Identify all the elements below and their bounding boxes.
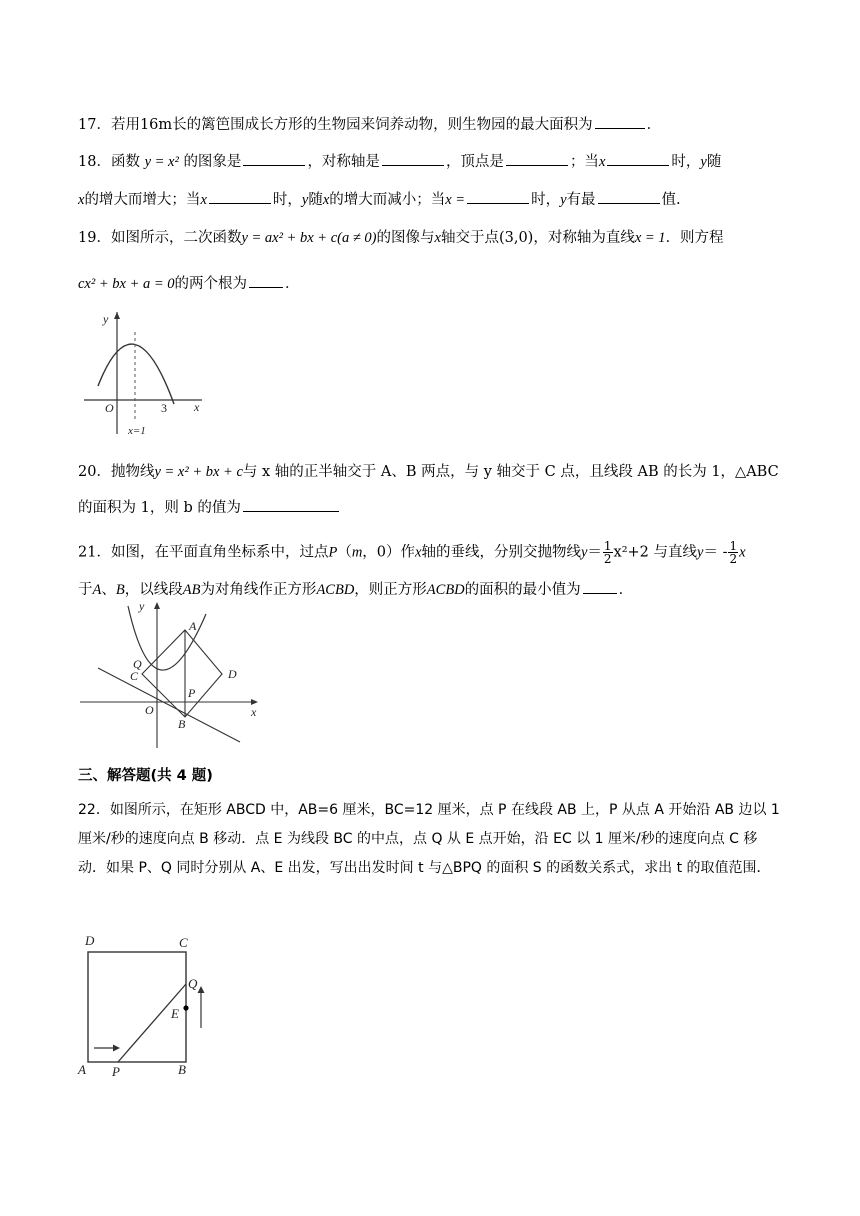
question-17: 17．若用16m长的篱笆围成长方形的生物园来饲养动物，则生物园的最大面积为 ． — [78, 113, 661, 135]
point-d-label: D — [85, 933, 95, 948]
question-18-line-1: 18．函数 y = x² 的图象是 ，对称轴是 ，顶点是 ；当x 时，y随 — [78, 150, 721, 172]
q22-rectangle-figure — [74, 928, 224, 1078]
x-label: x — [251, 705, 257, 719]
point-a-label: A — [189, 619, 197, 633]
segment-pq — [118, 984, 186, 1062]
point-p-label: P — [112, 1064, 120, 1078]
point-d-label: D — [228, 667, 237, 681]
point-q-label: Q — [133, 657, 142, 671]
question-18-line-2: x的增大而增大；当x 时，y随x的增大而减小；当x = 时，y有最 值. — [78, 188, 681, 210]
question-19-line-1: 19．如图所示，二次函数y = ax² + bx + c(a ≠ 0)的图像与x轴交于点(3,0)，对称轴为直线x = 1．则方程 — [78, 230, 724, 246]
arrow-up-head-icon — [198, 986, 205, 993]
point-b-label: B — [178, 1062, 186, 1077]
question-22: 22．如图所示，在矩形 ABCD 中，AB=6 厘米，BC=12 厘米，点 P 在线段 AB 上，P 从点 A 开始沿 AB 边以 1 厘米/秒的速度向点 B 移动．点 E 为线段 BC 的中点，点 Q 从 E 点开始，沿 EC 以 1 厘米/秒的速度向点 C 移动．如果 P、Q 同时分别从 A、E 出发，写出出发时间 t 与△BPQ 的面积 S 的函数关系式，求出 t 的取值范围． — [78, 802, 780, 876]
point-b-label: B — [178, 717, 186, 731]
point-a-label: A — [78, 1062, 86, 1077]
question-19-line-2: cx² + bx + a = 0的两个根为 ． — [78, 272, 300, 294]
point-e-dot — [183, 1005, 188, 1010]
y-label: y — [139, 600, 145, 613]
question-20-line-1: 20．抛物线y = x² + bx + c与 x 轴的正半轴交于 A、B 两点，与 y 轴交于 C 点，且线段 AB 的长为 1，△ABC — [78, 464, 779, 480]
point-c-label: C — [130, 669, 139, 683]
parabola-curve — [98, 344, 174, 404]
answer-blank — [595, 113, 645, 129]
point-p-label: P — [188, 686, 196, 700]
line-y-neg-half-x — [98, 668, 240, 742]
origin-label: O — [105, 401, 114, 415]
square-acbd — [142, 630, 222, 717]
q21-square-figure — [78, 600, 268, 750]
x1-label: x=1 — [128, 425, 146, 437]
y-axis-arrow-icon — [114, 312, 120, 319]
section-3-heading: 三、解答题(共 4 题) — [78, 768, 213, 784]
y-axis-arrow-icon — [154, 602, 160, 609]
point-e-label: E — [171, 1006, 179, 1021]
question-21-line-2: 于A、B，以线段AB为对角线作正方形ACBD，则正方形ACBD的面积的最小值为 ． — [78, 578, 633, 600]
question-21-line-1: 21．如图，在平面直角坐标系中，过点P（m，0）作x轴的垂线，分别交抛物线y＝ $\frac{1}{2}$ x²+2 与直线y＝ - $\frac{1}{2}$ x — [78, 539, 746, 566]
x-label: x — [194, 400, 200, 414]
question-20-line-2: 的面积为 1，则 b 的值为 — [78, 496, 341, 518]
arrow-right-head-icon — [113, 1045, 120, 1052]
y-label: y — [103, 312, 109, 326]
point-q-label: Q — [188, 976, 198, 991]
point-c-label: C — [179, 935, 188, 950]
three-label: 3 — [161, 401, 167, 415]
origin-label: O — [145, 703, 154, 717]
q19-parabola-figure — [84, 308, 204, 438]
